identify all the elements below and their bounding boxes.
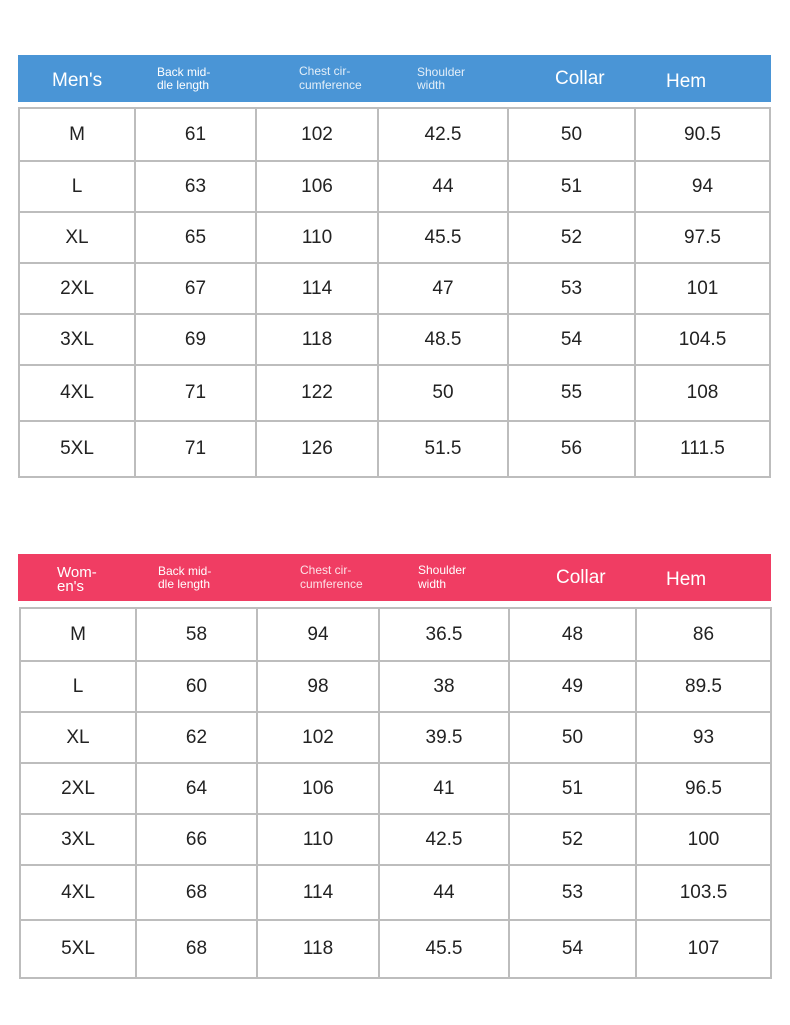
shoulder-cell: 36.5 <box>378 609 508 660</box>
collar-cell: 56 <box>507 422 634 476</box>
table-row <box>20 364 769 420</box>
header-shoulder-line2: width <box>417 78 446 92</box>
hem-cell: 89.5 <box>635 662 770 711</box>
table-row <box>21 813 770 864</box>
table-row <box>21 660 770 711</box>
back-length-cell: 63 <box>134 162 255 211</box>
table-row <box>20 160 769 211</box>
back-length-cell: 67 <box>134 264 255 313</box>
table-row <box>21 762 770 813</box>
chest-cell: 110 <box>256 815 378 864</box>
header-chest-line1: Chest cir- <box>299 64 351 78</box>
chest-cell: 98 <box>256 662 378 711</box>
back-length-cell: 58 <box>135 609 256 660</box>
back-length-cell: 61 <box>134 109 255 160</box>
collar-cell: 48 <box>508 609 635 660</box>
header-hem: Hem <box>666 71 707 92</box>
mens-size-table <box>18 55 771 478</box>
hem-cell: 96.5 <box>635 764 770 813</box>
chest-cell: 126 <box>255 422 377 476</box>
shoulder-cell: 47 <box>377 264 507 313</box>
size-cell: 4XL <box>61 881 95 903</box>
chest-cell: 118 <box>256 921 378 977</box>
collar-cell: 49 <box>508 662 635 711</box>
table-row <box>21 919 770 977</box>
back-length-cell: 62 <box>135 713 256 762</box>
header-chest-line2: cumference <box>299 78 362 92</box>
back-length-cell: 71 <box>134 366 255 420</box>
chest-cell: 102 <box>255 109 377 160</box>
size-cell: XL <box>66 726 90 748</box>
back-length-cell: 66 <box>135 815 256 864</box>
header-size-line2: en's <box>57 578 85 595</box>
header-chest-line1: Chest cir- <box>300 563 352 577</box>
table-row <box>21 609 770 660</box>
hem-cell: 97.5 <box>634 213 769 262</box>
collar-cell: 55 <box>507 366 634 420</box>
chest-cell: 102 <box>256 713 378 762</box>
shoulder-cell: 42.5 <box>378 815 508 864</box>
size-cell: 2XL <box>60 277 94 299</box>
mens-header-bar <box>18 55 771 102</box>
table-row <box>20 109 769 160</box>
chest-cell: 94 <box>256 609 378 660</box>
chest-cell: 106 <box>256 764 378 813</box>
size-cell: 5XL <box>61 938 95 959</box>
shoulder-cell: 44 <box>378 866 508 919</box>
collar-cell: 52 <box>507 213 634 262</box>
table-row <box>20 262 769 313</box>
size-cell: L <box>71 175 83 197</box>
size-cell: 3XL <box>61 828 95 850</box>
hem-cell: 93 <box>635 713 770 762</box>
collar-cell: 54 <box>508 921 635 977</box>
chest-cell: 110 <box>255 213 377 262</box>
table-row <box>20 211 769 262</box>
hem-cell: 103.5 <box>635 866 770 919</box>
shoulder-cell: 48.5 <box>377 315 507 364</box>
collar-cell: 53 <box>508 866 635 919</box>
size-cell: 3XL <box>60 328 94 350</box>
hem-cell: 108 <box>634 366 769 420</box>
womens-header-bar <box>18 554 771 601</box>
shoulder-cell: 39.5 <box>378 713 508 762</box>
header-back-line1: Back mid- <box>157 65 211 79</box>
size-cell: M <box>69 123 85 145</box>
header-shoulder-line2: width <box>418 577 447 591</box>
collar-cell: 52 <box>508 815 635 864</box>
shoulder-cell: 45.5 <box>378 921 508 977</box>
shoulder-cell: 45.5 <box>377 213 507 262</box>
collar-cell: 50 <box>507 109 634 160</box>
size-cell: XL <box>65 226 89 248</box>
collar-cell: 53 <box>507 264 634 313</box>
back-length-cell: 68 <box>135 866 256 919</box>
shoulder-cell: 41 <box>378 764 508 813</box>
chest-cell: 118 <box>255 315 377 364</box>
table-row <box>21 864 770 919</box>
back-length-cell: 69 <box>134 315 255 364</box>
header-back-line1: Back mid- <box>158 564 212 578</box>
chest-cell: 106 <box>255 162 377 211</box>
womens-size-table <box>18 554 771 979</box>
mens-grid <box>18 107 771 478</box>
size-cell: 5XL <box>60 438 94 459</box>
collar-cell: 51 <box>507 162 634 211</box>
header-hem: Hem <box>666 569 707 590</box>
size-cell: L <box>72 675 84 697</box>
back-length-cell: 64 <box>135 764 256 813</box>
header-collar: Collar <box>556 567 606 588</box>
hem-cell: 90.5 <box>634 109 769 160</box>
shoulder-cell: 51.5 <box>377 422 507 476</box>
header-chest-line2: cumference <box>300 577 363 591</box>
header-back-line2: dle length <box>158 577 211 591</box>
hem-cell: 104.5 <box>634 315 769 364</box>
collar-cell: 51 <box>508 764 635 813</box>
chest-cell: 114 <box>255 264 377 313</box>
size-cell: 4XL <box>60 382 94 403</box>
collar-cell: 50 <box>508 713 635 762</box>
shoulder-cell: 38 <box>378 662 508 711</box>
table-row <box>20 313 769 364</box>
header-shoulder-line1: Shoulder <box>418 563 467 577</box>
header-size: Men's <box>52 70 103 91</box>
shoulder-cell: 44 <box>377 162 507 211</box>
back-length-cell: 65 <box>134 213 255 262</box>
chest-cell: 114 <box>256 866 378 919</box>
hem-cell: 101 <box>634 264 769 313</box>
header-collar: Collar <box>555 68 605 89</box>
table-row <box>20 420 769 476</box>
hem-cell: 107 <box>635 921 770 977</box>
back-length-cell: 60 <box>135 662 256 711</box>
header-size-line1: Wom- <box>57 564 97 581</box>
header-shoulder-line1: Shoulder <box>417 65 466 79</box>
hem-cell: 100 <box>635 815 770 864</box>
hem-cell: 94 <box>634 162 769 211</box>
back-length-cell: 68 <box>135 921 256 977</box>
collar-cell: 54 <box>507 315 634 364</box>
table-row <box>21 711 770 762</box>
womens-grid <box>19 607 772 979</box>
header-back-line2: dle length <box>157 78 210 92</box>
hem-cell: 111.5 <box>634 422 769 476</box>
back-length-cell: 71 <box>134 422 255 476</box>
shoulder-cell: 50 <box>377 366 507 420</box>
hem-cell: 86 <box>635 609 770 660</box>
shoulder-cell: 42.5 <box>377 109 507 160</box>
size-cell: M <box>70 623 86 645</box>
chest-cell: 122 <box>255 366 377 420</box>
size-cell: 2XL <box>61 777 95 799</box>
